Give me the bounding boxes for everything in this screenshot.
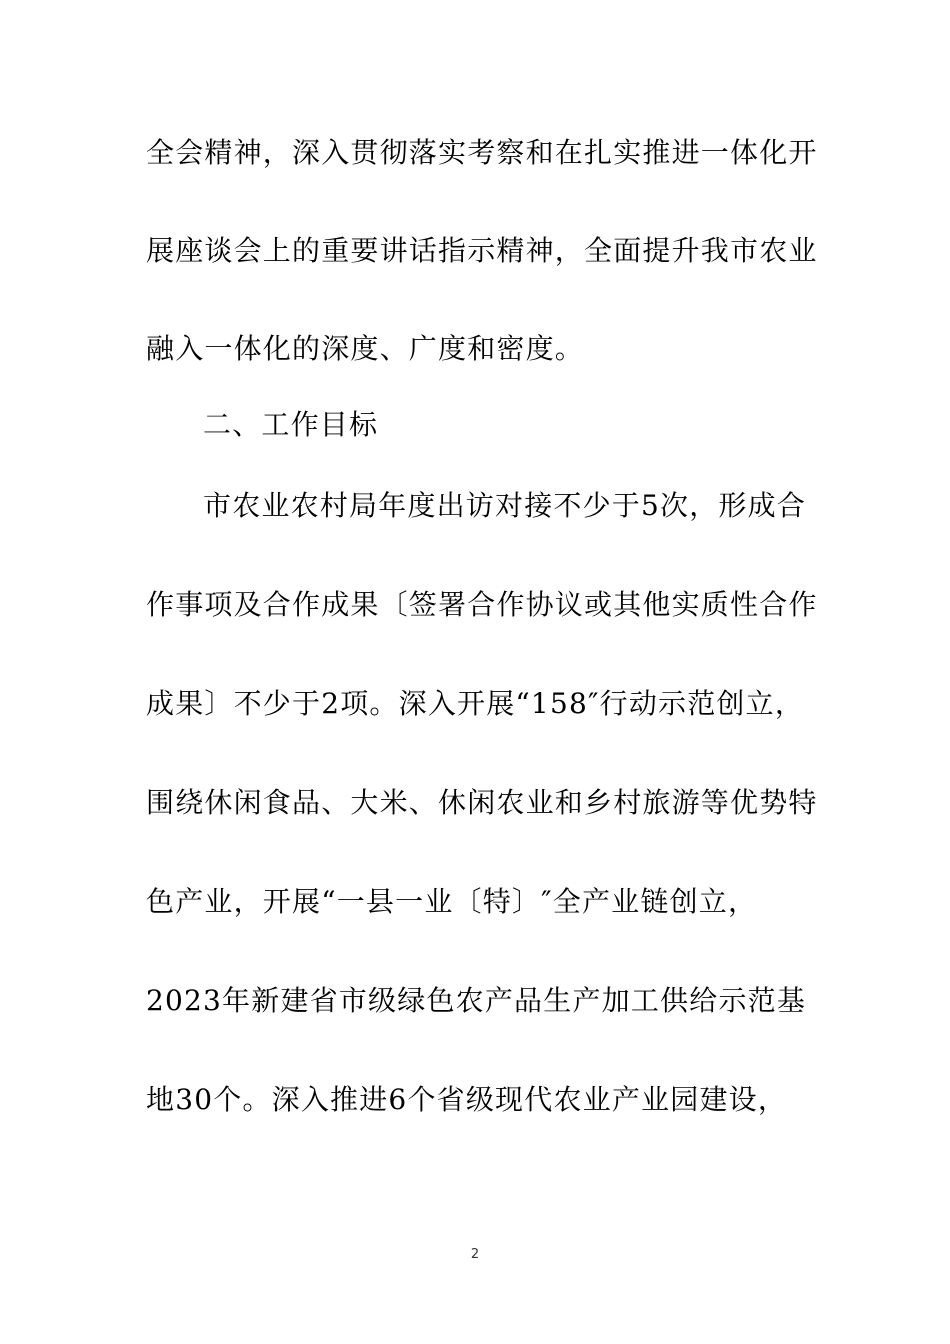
page-number: 2: [470, 1247, 480, 1262]
body-text-line-7: 成果〕不少于2项。深入开展“158″行动示范创立，: [146, 687, 805, 720]
body-text-line-3: 融入一体化的深度、广度和密度。: [146, 332, 585, 365]
body-text-line-9: 色产业，开展“一县一业〔特〕″全产业链创立，: [146, 885, 758, 918]
body-text-line-2: 展座谈会上的重要讲话指示精神，全面提升我市农业: [146, 234, 818, 267]
body-text-line-8: 围绕休闲食品、大米、休闲农业和乡村旅游等优势特: [146, 786, 818, 819]
body-text-line-11: 地30个。深入推进6个省级现代农业产业园建设，: [146, 1083, 788, 1116]
body-text-line-6: 作事项及合作成果〔签署合作协议或其他实质性合作: [146, 588, 818, 621]
body-text-line-5: 市农业农村局年度出访对接不少于5次，形成合: [203, 489, 807, 522]
body-text-line-1: 全会精神，深入贯彻落实考察和在扎实推进一体化开: [146, 136, 818, 169]
section-heading: 二、工作目标: [203, 408, 379, 441]
body-text-line-10: 2023年新建省市级绿色农产品生产加工供给示范基: [146, 984, 807, 1017]
